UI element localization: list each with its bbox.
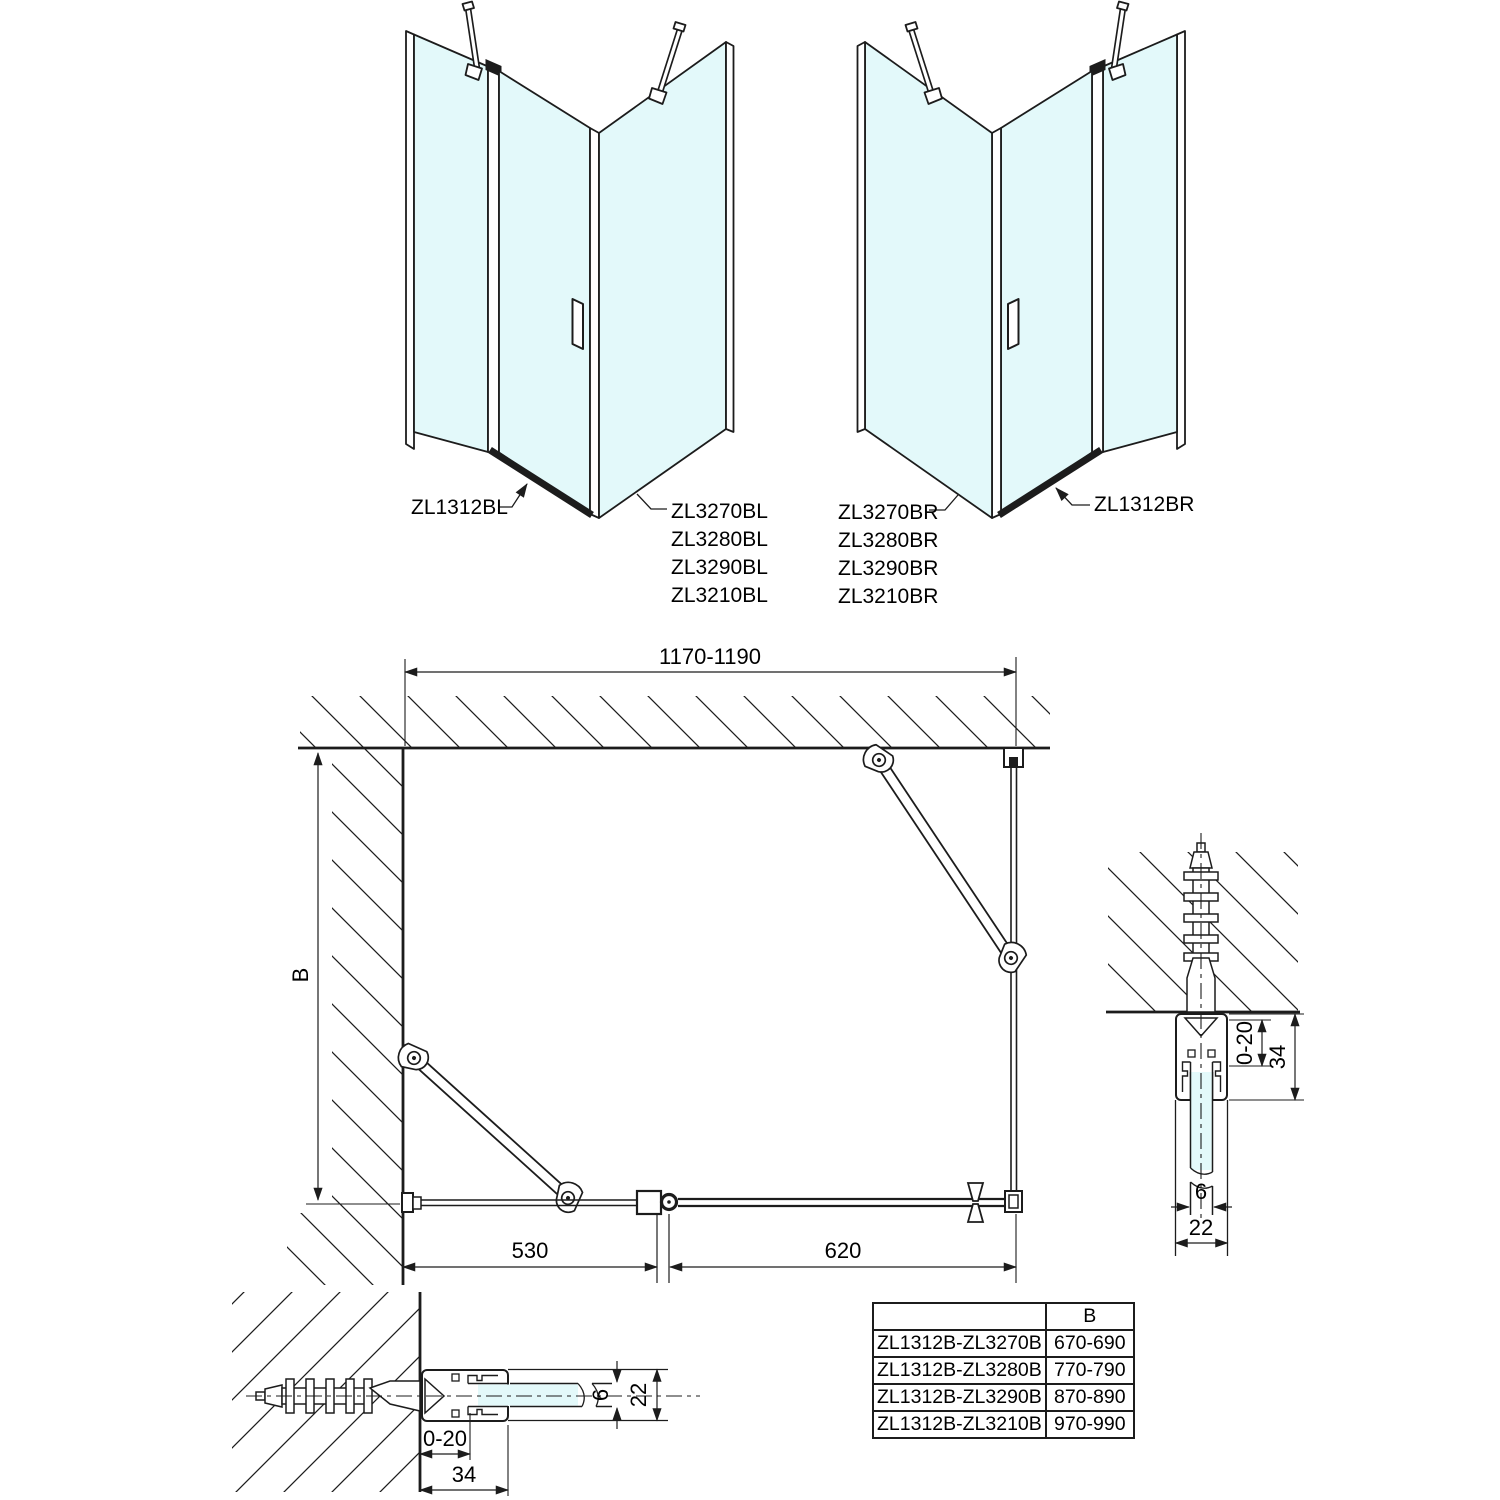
leader-line — [637, 494, 667, 509]
dim-inset: 0-20 — [422, 1426, 468, 1451]
combo-cell: ZL1312B-ZL3210B — [873, 1411, 1046, 1438]
table-row — [873, 1384, 1134, 1411]
glass-section — [478, 1385, 578, 1406]
label-door-code: ZL3290BL — [671, 556, 768, 579]
b-range-cell: 770-790 — [1046, 1357, 1134, 1384]
label-door-code: ZL3290BR — [838, 557, 939, 580]
support-bar-plan — [394, 1042, 584, 1216]
label-fixed-right: ZL1312BR — [1094, 493, 1195, 516]
table-corner-cell — [873, 1303, 1046, 1330]
label-door-code: ZL3280BR — [838, 529, 939, 552]
support-bar-plan — [859, 742, 1029, 976]
dim-right-segment: 620 — [824, 1238, 862, 1263]
wall-profile-detail-bottom — [232, 1292, 700, 1496]
dim-profile-depth: 34 — [1265, 1044, 1290, 1070]
dim-left-segment: 530 — [511, 1238, 549, 1263]
table-header-row — [873, 1303, 1134, 1330]
wall-hatch-top — [300, 696, 1050, 748]
table-row — [873, 1357, 1134, 1384]
table-row — [873, 1330, 1134, 1357]
label-door-code: ZL3280BL — [671, 528, 768, 551]
door-knob — [968, 1183, 983, 1222]
iso-view-left — [406, 2, 734, 519]
combo-cell: ZL1312B-ZL3280B — [873, 1357, 1046, 1384]
wall-hatch-left — [332, 748, 403, 1213]
label-fixed-left: ZL1312BL — [411, 496, 508, 519]
dim-profile-width: 22 — [1188, 1215, 1214, 1240]
label-door-code: ZL3210BR — [838, 585, 939, 608]
dim-total-width: 1170-1190 — [659, 644, 761, 669]
table-header-b: B — [1046, 1303, 1134, 1330]
combo-cell: ZL1312B-ZL3290B — [873, 1384, 1046, 1411]
wall-hatch-left — [287, 1213, 403, 1285]
iso-view-right — [858, 2, 1186, 519]
b-range-cell: 870-890 — [1046, 1384, 1134, 1411]
wall-clamp — [402, 1193, 413, 1212]
label-door-code: ZL3270BL — [671, 500, 768, 523]
dim-glass-thickness: 6 — [588, 1388, 613, 1402]
b-range-cell: 670-690 — [1046, 1330, 1134, 1357]
size-table — [872, 1302, 1135, 1439]
pivot-block — [637, 1191, 661, 1214]
wall-profile-detail-side — [1106, 833, 1304, 1256]
dim-profile-width: 22 — [626, 1382, 651, 1408]
leader-line — [1056, 488, 1090, 505]
plan-view — [287, 644, 1050, 1285]
dim-profile-depth: 34 — [451, 1462, 477, 1487]
label-door-code: ZL3210BL — [671, 584, 768, 607]
combo-cell: ZL1312B-ZL3270B — [873, 1330, 1046, 1357]
b-range-cell: 970-990 — [1046, 1411, 1134, 1438]
dim-glass-thickness: 6 — [1194, 1179, 1208, 1204]
table-row — [873, 1411, 1134, 1438]
dim-depth-label: B — [288, 967, 313, 983]
dim-inset: 0-20 — [1232, 1020, 1257, 1066]
label-door-code: ZL3270BR — [838, 501, 939, 524]
